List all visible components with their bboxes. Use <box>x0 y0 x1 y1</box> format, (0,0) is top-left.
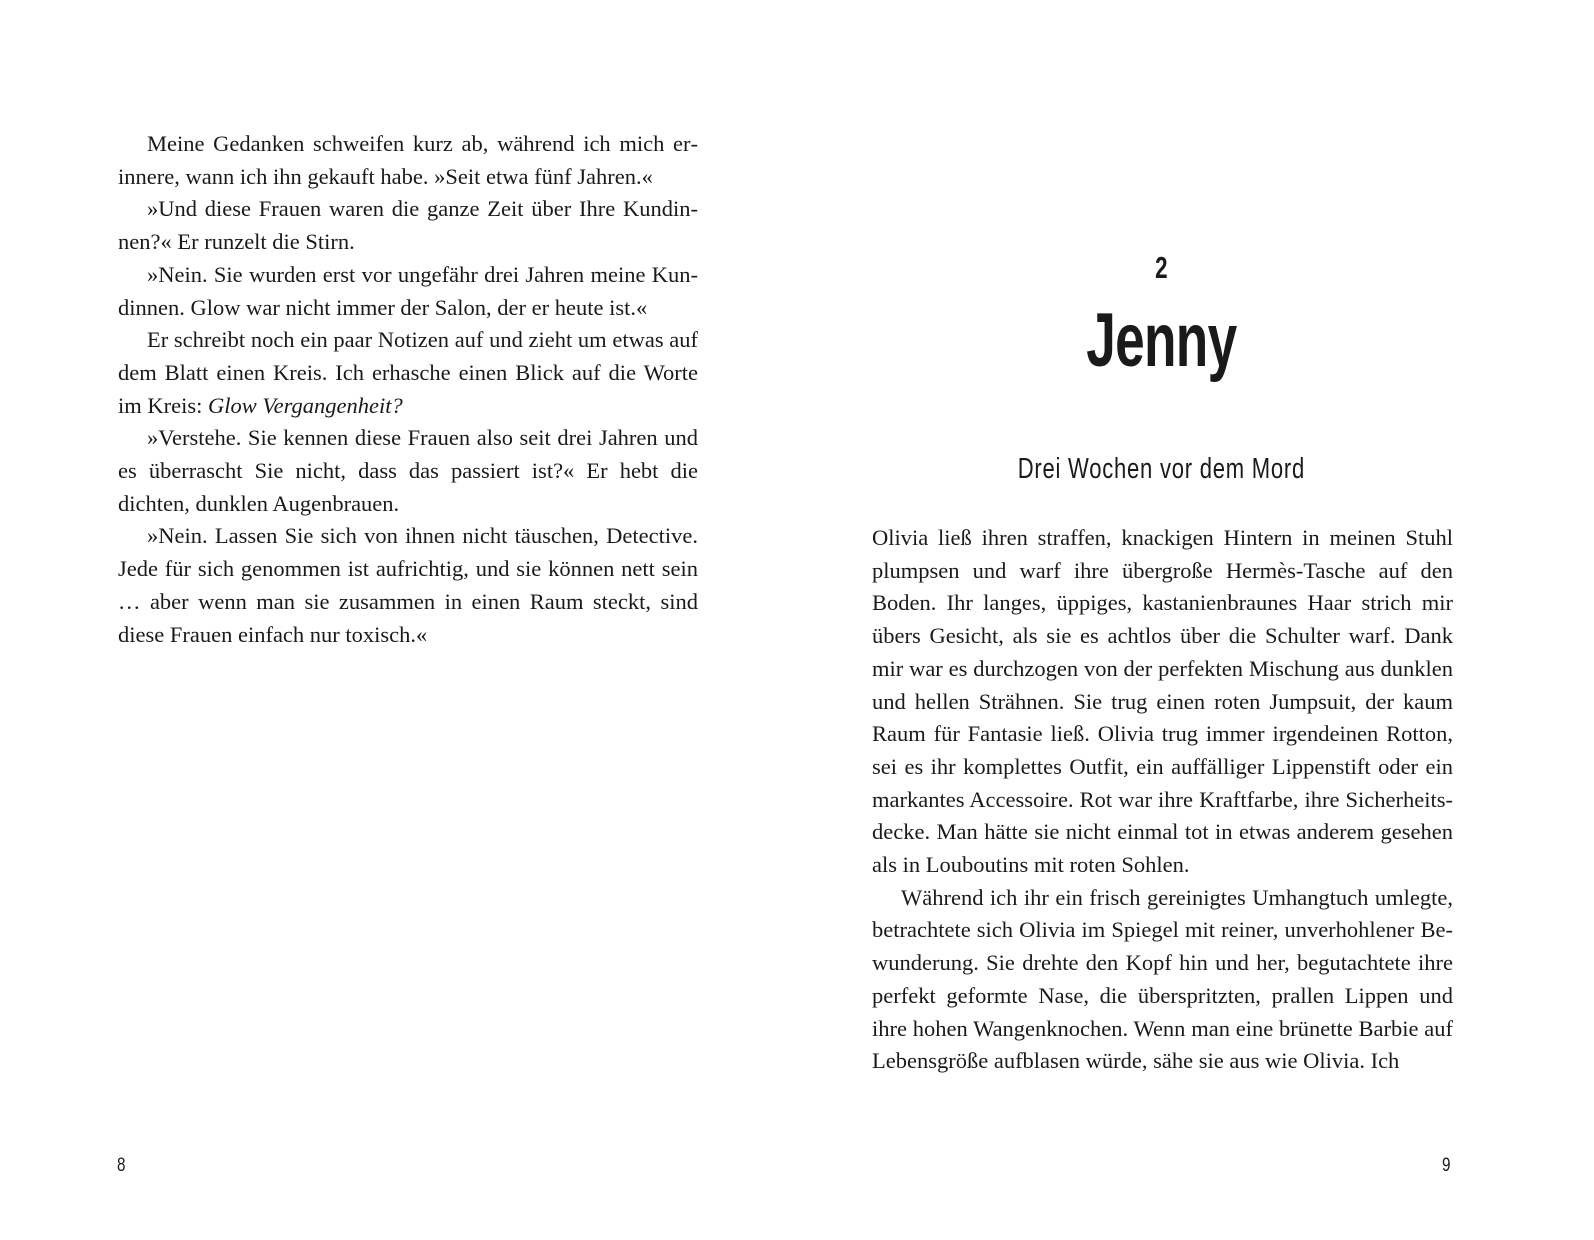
chapter-title: Jenny <box>1086 298 1237 383</box>
paragraph: Olivia ließ ihren straffen, knackigen Hintern in meinen Stuhl plumpsen und warf ihre übergroße Hermès-Tasche auf den Boden. Ihr langes, üppiges, kastanienbraunes Haar strich mir übers Gesicht, als sie es achtlos über die Schulter warf. Dank mir war es durchzogen von der perfekten Mischung aus dunklen und hellen Strähnen. Sie trug einen roten Jumpsuit, der kaum Raum für Fantasie ließ. Olivia trug immer irgendeinen Rotton, sei es ihr komplettes Outfit, ein auffälliger Lippenstift oder ein markantes Accessoire. Rot war ihre Kraftfarbe, ihre Sicherheitsdecke. Man hätte sie nicht einmal tot in etwas anderem gesehen als in Louboutins mit roten Sohlen. <box>872 525 1453 878</box>
page-number: 9 <box>1442 1155 1451 1176</box>
paragraph: »Nein. Lassen Sie sich von ihnen nicht täuschen, Detective. Jede für sich genommen ist aufrichtig, und sie können nett sein … aber wenn man sie zusammen in einen Raum steckt, sind diese Frauen einfach nur toxisch.« <box>118 523 698 647</box>
right-page <box>797 0 1594 1240</box>
left-page-body <box>118 128 698 651</box>
page-number: 8 <box>117 1155 126 1176</box>
paragraph: »Verstehe. Sie kennen diese Frauen also seit drei Jahren und es überrascht Sie nicht, dass das passiert ist?« Er hebt die dichten, dunklen Augenbrauen. <box>118 425 698 516</box>
paragraph-with-italic <box>118 324 698 422</box>
paragraph: »Und diese Frauen waren die ganze Zeit über Ihre Kundinnen?« Er runzelt die Stirn. <box>118 196 698 255</box>
chapter-subtitle: Drei Wochen vor dem Mord <box>1017 453 1306 485</box>
right-page-body <box>872 522 1453 1078</box>
paragraph: »Nein. Sie wurden erst vor ungefähr drei Jahren meine Kundinnen. Glow war nicht immer der Salon, der er heute ist.« <box>118 261 698 320</box>
italic-phrase: Glow Vergangenheit? <box>208 392 403 418</box>
paragraph: Meine Gedanken schweifen kurz ab, während ich mich erinnere, wann ich ihn gekauft habe. »Seit etwa fünf Jahren.« <box>118 131 698 189</box>
paragraph-text: Er schreibt noch ein paar Notizen auf und zieht um etwas auf dem Blatt einen Kreis. Ich erhasche einen Blick auf die Worte im Kreis: <box>118 327 698 418</box>
paragraph: Während ich ihr ein frisch gereinigtes Umhangtuch umlegte, betrachtete sich Olivia im Spiegel mit reiner, unverhohlener Bewunderung. Sie drehte den Kopf hin und her, begutachtete ihre perfekt geformte Nase, die überspritzten, prallen Lippen und ihre hohen Wangenknochen. Wenn man eine brünette Barbie auf Lebensgröße aufblasen würde, sähe sie aus wie Olivia. Ich <box>872 884 1453 1074</box>
chapter-number: 2 <box>1155 250 1168 285</box>
